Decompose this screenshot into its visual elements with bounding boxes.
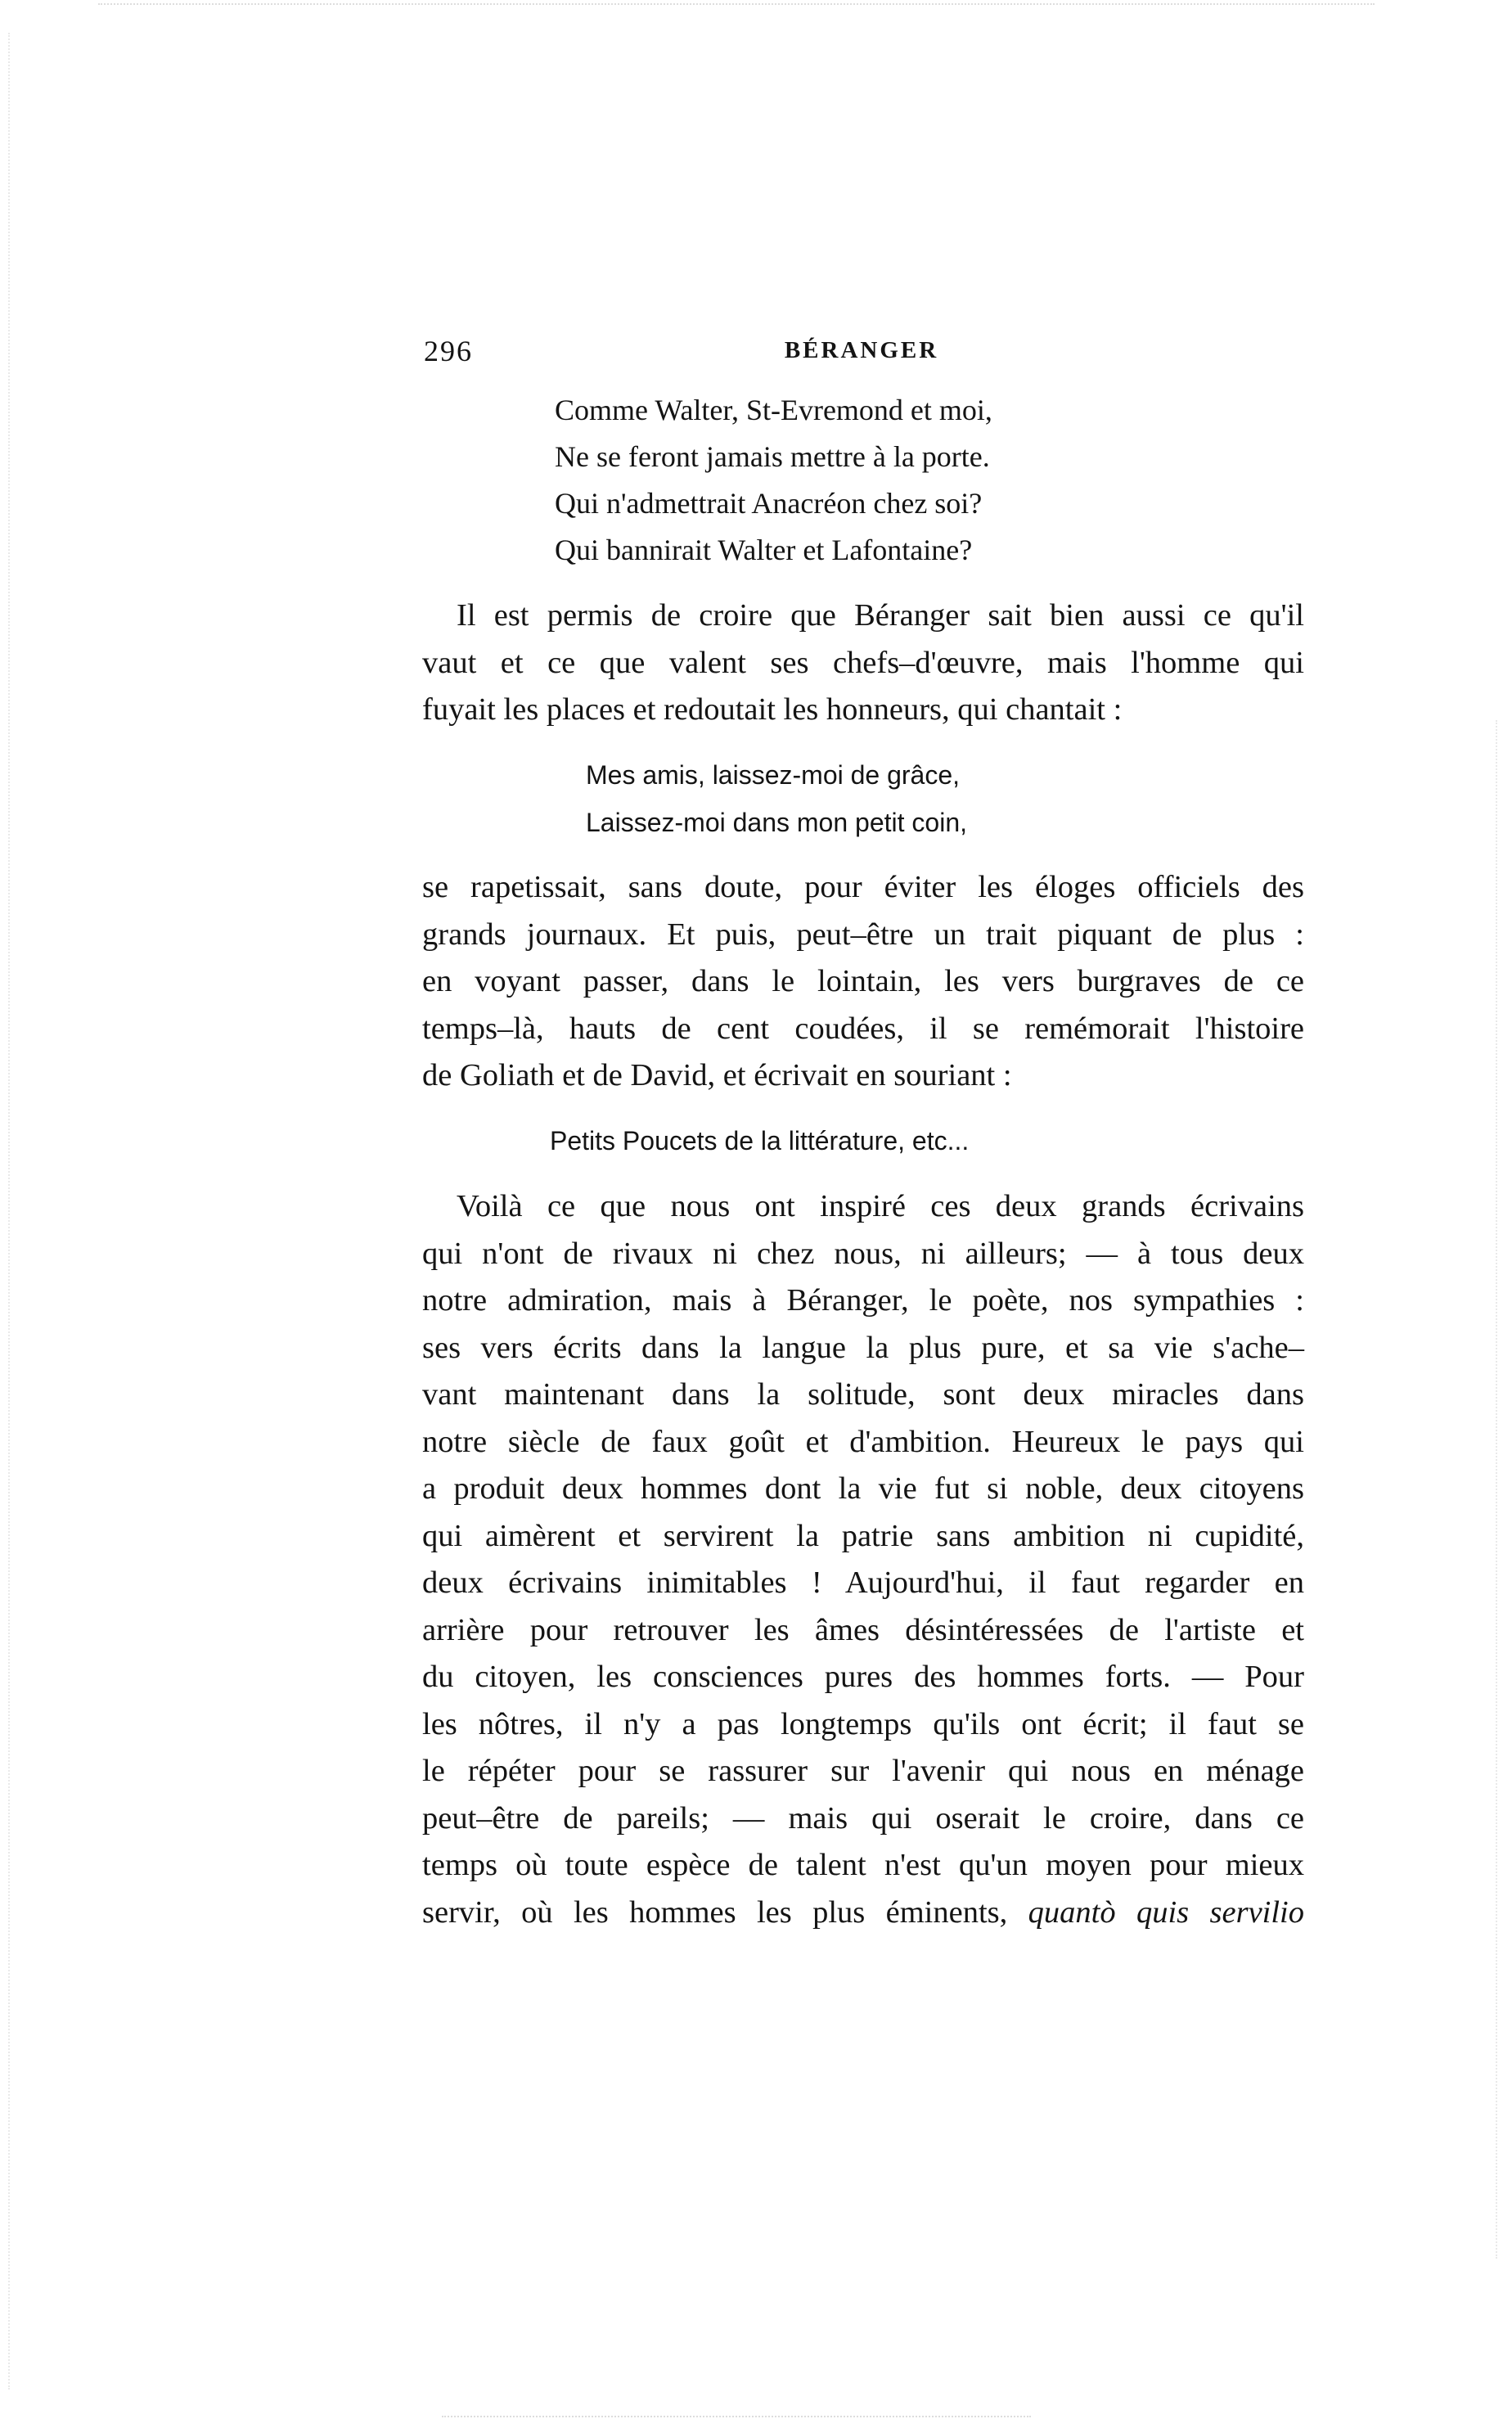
text-line: deux écrivains inimitables ! Aujourd'hui, il faut regarder en xyxy=(422,1565,1304,1600)
text-line: fuyait les places et redoutait les honneurs, qui chantait : xyxy=(422,692,1123,727)
text-line-final xyxy=(422,1890,1304,1937)
text-line: Il est permis de croire que Béranger sait bien aussi ce qu'il xyxy=(457,598,1304,633)
running-header xyxy=(424,334,1299,376)
text-line: du citoyen, les consciences pures des hommes forts. — Pour xyxy=(422,1660,1304,1694)
scan-edge-bottom xyxy=(442,2416,1031,2420)
text-line: a produit deux hommes dont la vie fut si noble, deux citoyens xyxy=(422,1471,1304,1506)
text-line: qui aimèrent et servirent la patrie sans ambition ni cupidité, xyxy=(422,1518,1304,1553)
text-line: vant maintenant dans la solitude, sont deux miracles dans xyxy=(422,1377,1304,1412)
text-line: arrière pour retrouver les âmes désintéressées de l'artiste et xyxy=(422,1612,1304,1647)
verse-stanza xyxy=(555,387,992,574)
paragraph-1 xyxy=(422,592,1304,734)
text-line: se rapetissait, sans doute, pour éviter les éloges officiels des xyxy=(422,870,1304,904)
paragraph-3 xyxy=(422,1183,1304,1936)
quote-line: Petits Poucets de la littérature, etc... xyxy=(550,1126,970,1155)
page-number: 296 xyxy=(424,335,473,367)
final-line-roman: servir, où les hommes les plus éminents, xyxy=(422,1894,1008,1930)
text-line: peut–être de pareils; — mais qui oserait le croire, dans ce xyxy=(422,1800,1304,1836)
scan-edge-left xyxy=(8,33,11,2390)
text-line: vaut et ce que valent ses chefs–d'œuvre, mais l'homme qui xyxy=(422,645,1304,680)
text-line: temps où toute espèce de talent n'est qu'un moyen pour mieux xyxy=(422,1848,1304,1882)
text-line: en voyant passer, dans le lointain, les vers burgraves de ce xyxy=(422,964,1304,998)
text-line: notre siècle de faux goût et d'ambition. Heureux le pays qui xyxy=(422,1424,1304,1459)
verse-line: Qui n'admettrait Anacréon chez soi? xyxy=(555,487,983,520)
quote-line: Mes amis, laissez-moi de grâce, xyxy=(586,760,961,790)
text-line: grands journaux. Et puis, peut–être un trait piquant de plus : xyxy=(422,917,1304,952)
verse-line: Qui bannirait Walter et Lafontaine? xyxy=(555,534,973,566)
paragraph-2 xyxy=(422,864,1304,1100)
quote-line: Laissez-moi dans mon petit coin, xyxy=(586,808,967,837)
verse-line: Ne se feront jamais mettre à la porte. xyxy=(555,440,990,473)
text-line: temps–là, hauts de cent coudées, il se remémorait l'histoire xyxy=(422,1011,1304,1046)
scan-edge-right xyxy=(1496,720,1499,2259)
text-line: Voilà ce que nous ont inspiré ces deux grands écrivains xyxy=(457,1189,1304,1223)
text-line: les nôtres, il n'y a pas longtemps qu'ils ont écrit; il faut se xyxy=(422,1706,1304,1741)
text-line: le répéter pour se rassurer sur l'avenir qui nous en ménage xyxy=(422,1754,1304,1788)
scan-edge-top xyxy=(98,3,1375,7)
final-line-italic: quantò quis servilio xyxy=(1028,1894,1305,1930)
running-title: BÉRANGER xyxy=(784,337,939,363)
verse-line: Comme Walter, St-Evremond et moi, xyxy=(555,394,992,426)
text-line: qui n'ont de rivaux ni chez nous, ni ailleurs; — à tous deux xyxy=(422,1236,1304,1271)
text-line: notre admiration, mais à Béranger, le poète, nos sympathies : xyxy=(422,1283,1304,1318)
quote-1 xyxy=(586,751,967,846)
text-line: de Goliath et de David, et écrivait en souriant : xyxy=(422,1058,1012,1092)
quote-2 xyxy=(550,1117,969,1164)
text-line: ses vers écrits dans la langue la plus pure, et sa vie s'ache– xyxy=(422,1330,1304,1365)
